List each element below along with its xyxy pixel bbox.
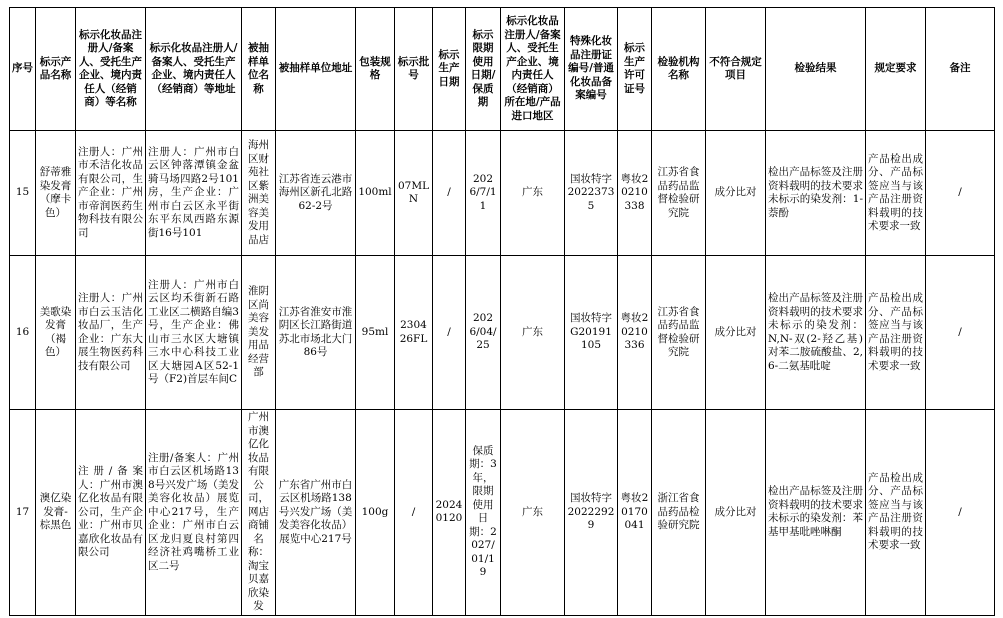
cell-company-name: 注册/备案人：广州市澳亿化妆品有限公司，生产企业：广州市贝嘉欣化妆品有限公司 — [76, 410, 146, 616]
cell-sampled-unit: 海州区财苑社区紫洲美容美发用品店 — [242, 131, 276, 256]
header-sampled-address: 被抽样单位地址 — [276, 8, 356, 131]
cell-seq-no: 16 — [10, 256, 36, 410]
cell-sampled-address: 广东省广州市白云区机场路138号兴发广场（美发美容化妆品）展览中心217号 — [276, 410, 356, 616]
cell-seq-no: 15 — [10, 131, 36, 256]
cell-lab: 江苏省食品药品监督检验研究院 — [652, 256, 706, 410]
header-requirement: 规定要求 — [866, 8, 926, 131]
header-result: 检验结果 — [766, 8, 866, 131]
table-row — [10, 256, 995, 410]
cell-batch-no: 230426FL — [395, 256, 433, 410]
cell-production-date: / — [433, 131, 466, 256]
cell-expiry: 2026/04/25 — [466, 256, 501, 410]
cell-sampled-address: 江苏省连云港市海州区新孔北路62-2号 — [276, 131, 356, 256]
header-package-spec: 包装规格 — [356, 8, 395, 131]
cell-region: 广东 — [501, 410, 565, 616]
header-company-address: 标示化妆品注册人/备案人、受托生产企业、境内责任人（经销商）等地址 — [146, 8, 242, 131]
cell-region: 广东 — [501, 256, 565, 410]
cell-requirement: 产品检出成分、产品标签应当与该产品注册资料载明的技术要求一致 — [866, 256, 926, 410]
header-company-name: 标示化妆品注册人/备案人、受托生产企业、境内责任人（经销商）等名称 — [76, 8, 146, 131]
cell-product-name: 澳亿染发膏-棕黑色 — [36, 410, 76, 616]
cell-requirement: 产品检出成分、产品标签应当与该产品注册资料载明的技术要求一致 — [866, 410, 926, 616]
cell-note: / — [926, 256, 995, 410]
cell-product-name: 美歌染发膏（褐色） — [36, 256, 76, 410]
header-note: 备注 — [926, 8, 995, 131]
cell-region: 广东 — [501, 131, 565, 256]
header-license-no: 标示生产许可证号 — [618, 8, 652, 131]
cell-expiry: 2026/7/11 — [466, 131, 501, 256]
cell-license-no: 粤妆20170041 — [618, 410, 652, 616]
header-seq-no: 序号 — [10, 8, 36, 131]
header-expiry: 标示限期使用日期/保质期 — [466, 8, 501, 131]
cell-noncompliant-item: 成分比对 — [706, 256, 766, 410]
cell-company-address: 注册人：广州市白云区均禾街新石路工业区二横路自编3号，生产企业：佛山市三水区大塘镇三水中心科技工业区大塘园A区52-1号（F2)首层车间C — [146, 256, 242, 410]
cell-lab: 浙江省食品药品检验研究院 — [652, 410, 706, 616]
table-row — [10, 131, 995, 256]
header-lab: 检验机构名称 — [652, 8, 706, 131]
header-product-name: 标示产品名称 — [36, 8, 76, 131]
cell-license-no: 粤妆20210336 — [618, 256, 652, 410]
sampling-results-table — [9, 7, 995, 616]
cell-product-name: 舒蒂雅染发膏（摩卡色） — [36, 131, 76, 256]
cell-company-name: 注册人：广州市白云玉洁化妆品厂，生产企业：广东大展生物医药科技有限公司 — [76, 256, 146, 410]
table-row — [10, 410, 995, 616]
cell-package-spec: 100ml — [356, 131, 395, 256]
cell-result: 检出产品标签及注册资料载明的技术要求未标示的染发剂：N,N-双(2-羟乙基)对苯二胺硫酸盐、2,6-二氨基吡啶 — [766, 256, 866, 410]
cell-license-no: 粤妆20210338 — [618, 131, 652, 256]
header-noncompliant-item: 不符合规定项目 — [706, 8, 766, 131]
cell-noncompliant-item: 成分比对 — [706, 131, 766, 256]
cell-sampled-address: 江苏省淮安市淮阴区长江路街道苏北市场北大门86号 — [276, 256, 356, 410]
cell-company-address: 注册人：广州市白云区钟落潭镇金盆骑马场四路2号101房，生产企业：广州市白云区永平街东平东凤西路东源街16号101 — [146, 131, 242, 256]
cell-expiry: 保质期：3年，限期使用日期：2027/01/19 — [466, 410, 501, 616]
cell-production-date: 20240120 — [433, 410, 466, 616]
cell-batch-no: 07MLN — [395, 131, 433, 256]
cell-company-address: 注册/备案人：广州市白云区机场路138号兴发广场（美发美容化妆品）展览中心217号，生产企业：广州市白云区龙归夏良村第四经济社鸡嘴桥工业区二号 — [146, 410, 242, 616]
cell-noncompliant-item: 成分比对 — [706, 410, 766, 616]
cell-lab: 江苏省食品药品监督检验研究院 — [652, 131, 706, 256]
cell-note: / — [926, 131, 995, 256]
cell-sampled-unit: 淮阴区尚美容美发用品经营部 — [242, 256, 276, 410]
cell-company-name: 注册人：广州市禾洁化妆品有限公司，生产企业：广州市帝润医药生物科技有限公司 — [76, 131, 146, 256]
cell-registration-no: 国妆特字G20191105 — [565, 256, 618, 410]
cell-registration-no: 国妆特字20223735 — [565, 131, 618, 256]
cell-batch-no: / — [395, 410, 433, 616]
cell-registration-no: 国妆特字20222929 — [565, 410, 618, 616]
cell-result: 检出产品标签及注册资料载明的技术要求未标示的染发剂：苯基甲基吡唑啉酮 — [766, 410, 866, 616]
header-region: 标示化妆品注册人/备案人、受托生产企业、境内责任人（经销商）所在地/产品进口地区 — [501, 8, 565, 131]
cell-result: 检出产品标签及注册资料载明的技术要求未标示的染发剂：1-萘酚 — [766, 131, 866, 256]
header-production-date: 标示生产日期 — [433, 8, 466, 131]
cell-note: / — [926, 410, 995, 616]
cell-package-spec: 95ml — [356, 256, 395, 410]
cell-sampled-unit: 广州市澳亿化妆品有限公司，网店商铺名称：淘宝贝嘉欣染发 — [242, 410, 276, 616]
cell-seq-no: 17 — [10, 410, 36, 616]
cell-requirement: 产品检出成分、产品标签应当与该产品注册资料载明的技术要求一致 — [866, 131, 926, 256]
cell-package-spec: 100g — [356, 410, 395, 616]
header-sampled-unit: 被抽样单位名称 — [242, 8, 276, 131]
header-batch-no: 标示批号 — [395, 8, 433, 131]
header-row — [10, 8, 995, 131]
cell-production-date: / — [433, 256, 466, 410]
header-registration-no: 特殊化妆品注册证编号/普通化妆品备案编号 — [565, 8, 618, 131]
